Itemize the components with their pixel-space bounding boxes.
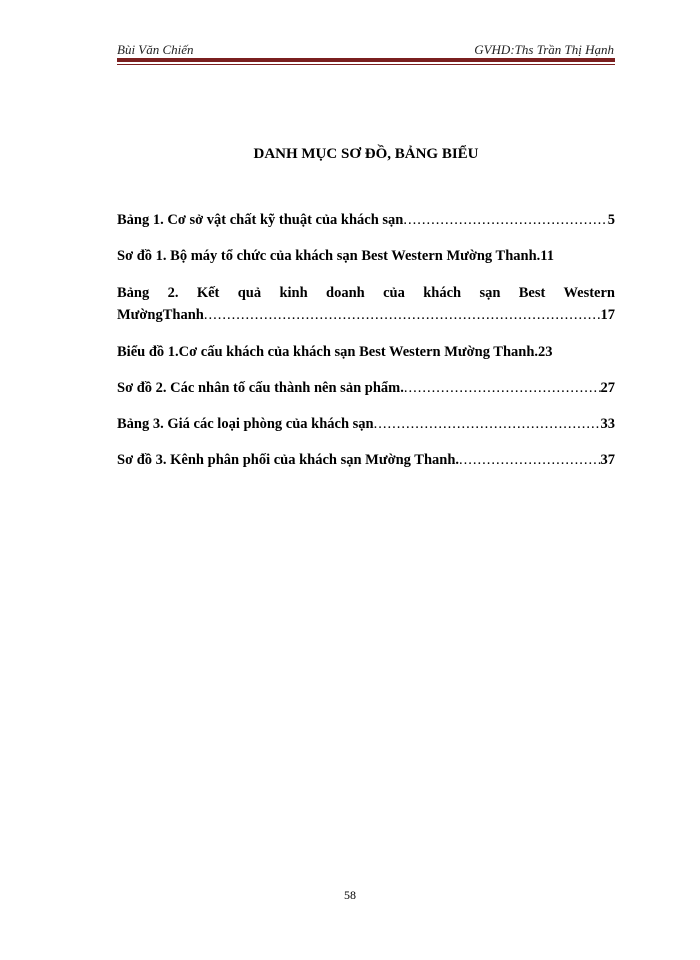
toc-entry-page: 33 — [600, 416, 615, 432]
header-author: Bùi Văn Chiến — [117, 42, 194, 57]
header-advisor: GVHD:Ths Trần Thị Hạnh — [474, 42, 614, 57]
toc-leader-dots — [404, 378, 601, 398]
toc-entry-page: 5 — [607, 212, 615, 228]
toc-entry-text: Sơ đồ 1. Bộ máy tổ chức của khách sạn Best Western Mường Thanh — [117, 248, 537, 264]
toc-list — [117, 210, 615, 486]
toc-leader-dots — [403, 210, 607, 230]
page-title: DANH MỤC SƠ ĐỒ, BẢNG BIỂU — [253, 146, 479, 162]
toc-entry — [117, 282, 615, 326]
toc-leader-dots — [459, 450, 600, 470]
toc-entry-page: 37 — [600, 452, 615, 468]
toc-entry — [117, 378, 615, 398]
toc-entry-continuation — [117, 304, 615, 326]
toc-entry-text: Bảng 3. Giá các loại phòng của khách sạn — [117, 416, 374, 432]
toc-leader-dots — [374, 414, 601, 434]
page-number: 58 — [344, 888, 356, 902]
toc-entry-text: Sơ đồ 3. Kênh phân phối của khách sạn Mường Thanh. — [117, 452, 460, 468]
toc-entry — [117, 342, 615, 362]
toc-entry-page: .23 — [534, 344, 553, 360]
toc-entry-text: Sơ đồ 2. Các nhân tố cấu thành nên sản phẩm. — [117, 380, 404, 396]
toc-entry-page: 27 — [600, 380, 615, 396]
toc-entry — [117, 414, 615, 434]
toc-entry — [117, 450, 615, 470]
toc-leader-dots — [204, 304, 601, 326]
toc-entry-text: Bảng 2. Kết quả kinh doanh của khách sạn Best Western — [117, 285, 615, 301]
toc-entry — [117, 210, 615, 230]
toc-entry — [117, 246, 615, 266]
toc-entry-text: Biểu đồ 1.Cơ cấu khách của khách sạn Best Western Mường Thanh — [117, 344, 535, 360]
toc-entry-text-cont: MườngThanh — [117, 307, 204, 323]
toc-entry-page: 17 — [600, 307, 615, 323]
header-rule-thick — [117, 58, 615, 62]
toc-entry-text: Bảng 1. Cơ sở vật chất kỹ thuật của khách sạn — [117, 212, 404, 228]
toc-entry-page: .11 — [536, 248, 554, 264]
header-rule-thin — [117, 64, 615, 65]
